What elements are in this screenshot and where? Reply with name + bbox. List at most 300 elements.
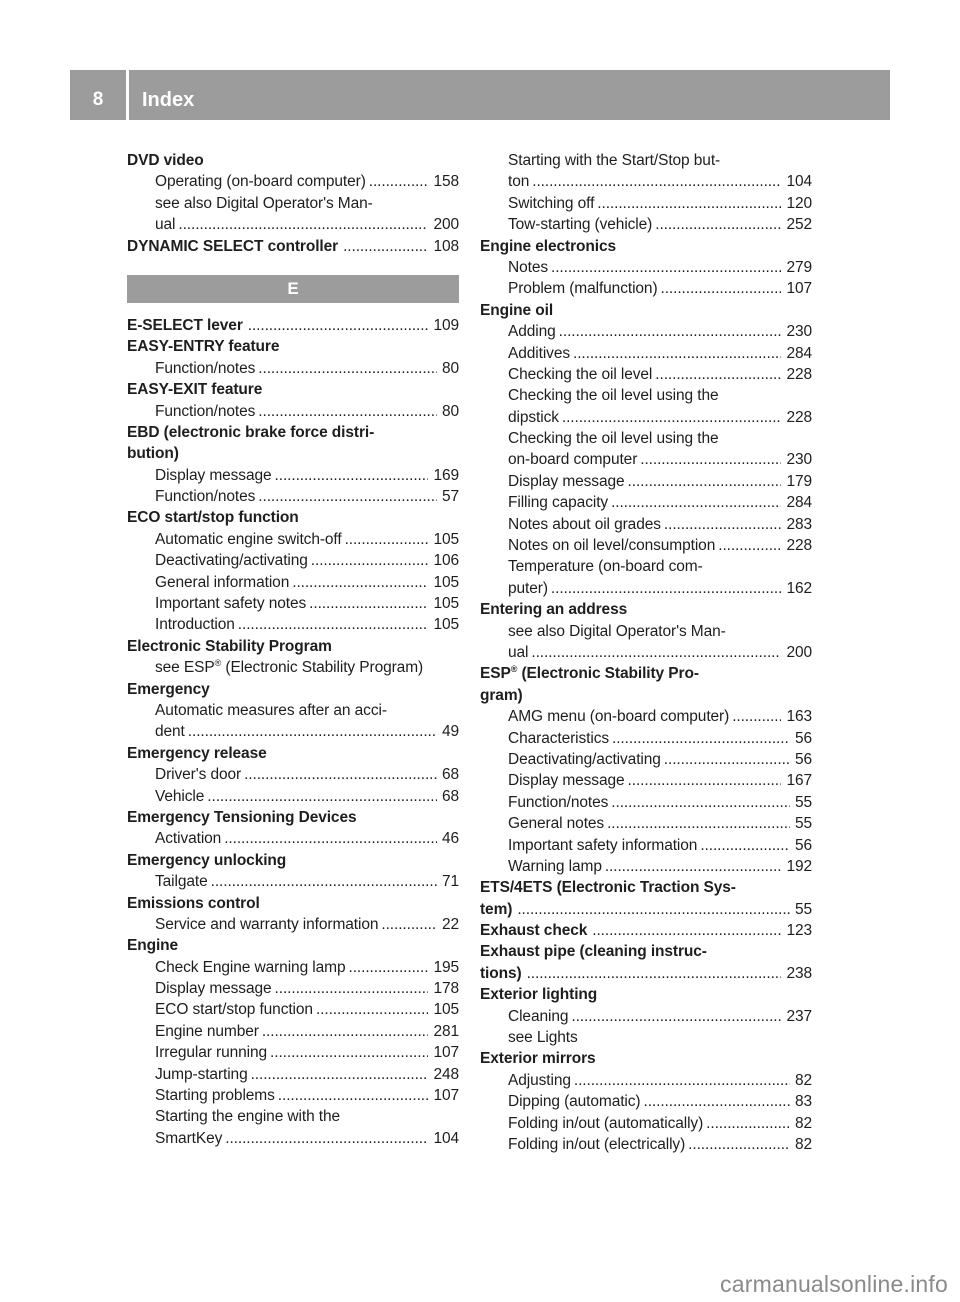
index-subentry xyxy=(480,792,812,813)
page-reference: 107 xyxy=(433,1044,459,1062)
index-subentry xyxy=(127,593,459,614)
page-reference: 82 xyxy=(794,1135,812,1153)
entry-text: Emergency xyxy=(127,680,210,698)
index-heading xyxy=(127,679,459,700)
index-subentry xyxy=(480,1134,812,1155)
page-reference: 281 xyxy=(433,1022,459,1040)
index-subentry xyxy=(127,486,459,507)
entry-text: Function/notes xyxy=(508,793,609,811)
entry-text: Exterior mirrors xyxy=(480,1050,596,1068)
dot-leader xyxy=(292,572,428,593)
dot-leader xyxy=(178,214,428,235)
index-heading xyxy=(480,920,812,941)
page-reference: 82 xyxy=(794,1071,812,1089)
index-heading xyxy=(127,743,459,764)
entry-text: Automatic engine switch-off xyxy=(155,530,342,548)
page-reference: 57 xyxy=(441,488,459,506)
dot-leader xyxy=(664,514,782,535)
entry-text: Function/notes xyxy=(155,359,256,377)
dot-leader xyxy=(644,1091,790,1112)
index-heading xyxy=(127,379,459,400)
index-heading xyxy=(127,236,459,257)
page-reference: 55 xyxy=(794,900,812,918)
index-subentry xyxy=(480,621,812,642)
index-heading xyxy=(480,663,812,684)
page-reference: 105 xyxy=(433,616,459,634)
entry-text: Function/notes xyxy=(155,402,256,420)
entry-text: Display message xyxy=(155,980,272,998)
entry-text: AMG menu (on-board computer) xyxy=(508,708,730,726)
entry-text: Temperature (on-board com- xyxy=(508,558,703,576)
index-subentry xyxy=(127,1042,459,1063)
page-reference: 105 xyxy=(433,1001,459,1019)
page-reference: 80 xyxy=(441,402,459,420)
entry-text: puter) xyxy=(508,579,548,597)
dot-leader xyxy=(188,721,437,742)
index-subentry xyxy=(480,449,812,470)
entry-text: Irregular running xyxy=(155,1044,268,1062)
page-reference: 228 xyxy=(786,537,812,555)
dot-leader xyxy=(605,856,782,877)
index-subentry xyxy=(127,871,459,892)
page-reference: 56 xyxy=(794,836,812,854)
page-reference: 106 xyxy=(433,552,459,570)
entry-text: Vehicle xyxy=(155,787,205,805)
page-reference: 83 xyxy=(794,1093,812,1111)
entry-text: EASY-EXIT feature xyxy=(127,381,263,399)
entry-text: dent xyxy=(155,723,185,741)
entry-text: Display message xyxy=(508,472,625,490)
dot-leader xyxy=(316,999,428,1020)
page-header xyxy=(70,70,890,120)
entry-text: ton xyxy=(508,173,530,191)
entry-text: Adding xyxy=(508,323,556,341)
dot-leader xyxy=(258,358,437,379)
page-reference: 120 xyxy=(786,194,812,212)
dot-leader xyxy=(640,449,781,470)
entry-text: Operating (on-board computer) xyxy=(155,173,366,191)
dot-leader xyxy=(311,550,429,571)
index-heading xyxy=(127,807,459,828)
entry-text: dipstick xyxy=(508,408,559,426)
dot-leader xyxy=(573,343,781,364)
index-subentry xyxy=(480,1070,812,1091)
dot-leader xyxy=(661,278,782,299)
entry-text: EBD (electronic brake force distri- xyxy=(127,423,375,441)
entry-text: Activation xyxy=(155,830,222,848)
index-subentry xyxy=(127,1085,459,1106)
page-reference: 228 xyxy=(786,365,812,383)
index-subentry xyxy=(480,813,812,834)
dot-leader xyxy=(343,236,428,257)
page-reference: 192 xyxy=(786,857,812,875)
index-subentry xyxy=(480,642,812,663)
index-subentry xyxy=(127,614,459,635)
entry-text: Jump-starting xyxy=(155,1065,248,1083)
entry-text: gram) xyxy=(480,686,523,704)
entry-text: Service and warranty information xyxy=(155,915,379,933)
index-heading xyxy=(480,877,812,898)
index-subentry xyxy=(127,1106,459,1127)
index-subentry xyxy=(480,492,812,513)
dot-leader xyxy=(664,749,790,770)
page-reference: 178 xyxy=(433,980,459,998)
index-subentry xyxy=(480,835,812,856)
dot-leader xyxy=(517,899,790,920)
entry-text: Engine electronics xyxy=(480,237,617,255)
index-column-left xyxy=(127,150,459,1149)
dot-leader xyxy=(270,1042,428,1063)
entry-text: bution) xyxy=(127,445,179,463)
index-subentry xyxy=(127,193,459,214)
index-subentry xyxy=(127,657,459,678)
index-subentry xyxy=(480,578,812,599)
page-reference: 200 xyxy=(433,216,459,234)
dot-leader xyxy=(706,1113,790,1134)
entry-text: Display message xyxy=(155,466,272,484)
entry-text: Starting with the Start/Stop but- xyxy=(508,152,721,169)
entry-text: Engine oil xyxy=(480,301,554,319)
entry-text: on-board computer xyxy=(508,451,638,469)
index-subentry xyxy=(480,1027,812,1048)
entry-text: Emergency unlocking xyxy=(127,851,287,869)
index-subentry xyxy=(480,706,812,727)
dot-leader xyxy=(562,407,782,428)
entry-text: Starting the engine with the xyxy=(155,1108,341,1126)
page-reference: 108 xyxy=(433,237,459,255)
entry-text: ECO start/stop function xyxy=(155,1001,313,1019)
dot-leader xyxy=(612,728,790,749)
entry-text: see also Digital Operator's Man- xyxy=(155,194,373,212)
index-subentry xyxy=(480,321,812,342)
dot-leader xyxy=(251,1064,429,1085)
page-reference: 105 xyxy=(433,573,459,591)
index-subentry xyxy=(480,428,812,449)
index-heading xyxy=(127,850,459,871)
entry-text: Emergency Tensioning Devices xyxy=(127,808,357,826)
index-subentry xyxy=(480,535,812,556)
index-heading xyxy=(480,685,812,706)
dot-leader xyxy=(345,529,429,550)
index-subentry xyxy=(480,1091,812,1112)
dot-leader xyxy=(531,642,781,663)
entry-text: Check Engine warning lamp xyxy=(155,958,346,976)
index-subentry xyxy=(127,957,459,978)
entry-text: Problem (malfunction) xyxy=(508,280,658,298)
entry-text: Checking the oil level xyxy=(508,365,653,383)
entry-text: Tow-starting (vehicle) xyxy=(508,216,653,234)
page-reference: 56 xyxy=(794,729,812,747)
page-reference: 228 xyxy=(786,408,812,426)
index-subentry xyxy=(127,1021,459,1042)
page-reference: 238 xyxy=(786,964,812,982)
index-subentry xyxy=(480,1113,812,1134)
entry-text: Electronic Stability Program xyxy=(127,637,332,655)
index-subentry xyxy=(127,786,459,807)
index-subentry xyxy=(480,770,812,791)
page-reference: 71 xyxy=(441,873,459,891)
dot-leader xyxy=(628,770,782,791)
entry-text: see Lights xyxy=(508,1029,578,1047)
entry-text: Folding in/out (automatically) xyxy=(508,1114,704,1132)
entry-text: Function/notes xyxy=(155,488,256,506)
index-heading xyxy=(127,315,459,336)
entry-text: Characteristics xyxy=(508,729,609,747)
index-subentry xyxy=(127,214,459,235)
dot-leader xyxy=(574,1070,790,1091)
page-reference: 55 xyxy=(794,815,812,833)
dot-leader xyxy=(551,578,782,599)
index-subentry xyxy=(127,721,459,742)
page-reference: 230 xyxy=(786,323,812,341)
section-title: Index xyxy=(142,89,195,111)
dot-leader xyxy=(349,957,429,978)
index-subentry xyxy=(127,914,459,935)
page-reference: 46 xyxy=(441,830,459,848)
page-reference: 104 xyxy=(786,173,812,191)
dot-leader xyxy=(275,465,429,486)
index-column-right xyxy=(480,150,812,1155)
page-reference: 158 xyxy=(433,173,459,191)
dot-leader xyxy=(611,492,781,513)
dot-leader xyxy=(655,364,781,385)
entry-text: General information xyxy=(155,573,290,591)
entry-text: Display message xyxy=(508,772,625,790)
entry-text: Starting problems xyxy=(155,1087,275,1105)
index-subentry xyxy=(127,828,459,849)
entry-text: Emergency release xyxy=(127,744,267,762)
index-heading xyxy=(127,893,459,914)
dot-leader xyxy=(207,786,437,807)
entry-text: Engine number xyxy=(155,1022,259,1040)
entry-text: Exhaust pipe (cleaning instruc- xyxy=(480,943,707,961)
index-subentry xyxy=(480,728,812,749)
index-subentry xyxy=(480,856,812,877)
dot-leader xyxy=(718,535,781,556)
entry-text: Dipping (automatic) xyxy=(508,1093,641,1111)
dot-leader xyxy=(655,214,781,235)
dot-leader xyxy=(688,1134,790,1155)
entry-text: tem) xyxy=(480,900,513,918)
index-heading xyxy=(127,336,459,357)
entry-text: Important safety notes xyxy=(155,595,307,613)
index-subentry xyxy=(480,150,812,171)
entry-text: Switching off xyxy=(508,194,595,212)
dot-leader xyxy=(527,963,782,984)
page-reference: 284 xyxy=(786,494,812,512)
dot-leader xyxy=(381,914,437,935)
entry-text: Filling capacity xyxy=(508,494,609,512)
watermark: carmanualsonline.info xyxy=(720,1271,948,1297)
entry-text: Additives xyxy=(508,344,570,362)
index-subentry xyxy=(480,1006,812,1027)
index-subentry xyxy=(127,529,459,550)
index-subentry xyxy=(127,999,459,1020)
index-heading xyxy=(480,300,812,321)
page-reference: 200 xyxy=(786,643,812,661)
index-subentry xyxy=(480,471,812,492)
dot-leader xyxy=(611,792,790,813)
dot-leader xyxy=(597,193,781,214)
page-reference: 82 xyxy=(794,1114,812,1132)
page-reference: 167 xyxy=(786,772,812,790)
page-reference: 55 xyxy=(794,793,812,811)
entry-text: Exhaust check xyxy=(480,922,588,940)
entry-text: ual xyxy=(508,643,529,661)
dot-leader xyxy=(700,835,790,856)
index-heading xyxy=(480,984,812,1005)
index-heading xyxy=(127,636,459,657)
entry-text: Folding in/out (electrically) xyxy=(508,1135,686,1153)
dot-leader xyxy=(369,171,429,192)
dot-leader xyxy=(258,486,437,507)
index-subentry xyxy=(127,700,459,721)
entry-text: Notes xyxy=(508,258,548,276)
index-subentry xyxy=(127,572,459,593)
entry-text: Deactivating/activating xyxy=(508,750,661,768)
index-heading xyxy=(480,941,812,962)
page-reference: 179 xyxy=(786,472,812,490)
index-subentry xyxy=(480,407,812,428)
page-reference: 107 xyxy=(433,1087,459,1105)
entry-text: DYNAMIC SELECT controller xyxy=(127,237,339,255)
page-reference: 163 xyxy=(786,708,812,726)
dot-leader xyxy=(211,871,437,892)
index-subentry xyxy=(127,550,459,571)
entry-text: Automatic measures after an acci- xyxy=(155,701,387,719)
page-reference: 68 xyxy=(441,766,459,784)
index-subentry xyxy=(480,749,812,770)
dot-leader xyxy=(275,978,429,999)
index-subentry xyxy=(480,257,812,278)
index-subentry xyxy=(127,1128,459,1149)
page-reference: 105 xyxy=(433,530,459,548)
dot-leader xyxy=(532,171,781,192)
page-reference: 56 xyxy=(794,750,812,768)
index-heading xyxy=(127,507,459,528)
index-subentry xyxy=(480,343,812,364)
entry-text: Exterior lighting xyxy=(480,986,598,1004)
dot-leader xyxy=(551,257,781,278)
page-reference: 248 xyxy=(433,1065,459,1083)
entry-text: ESP® (Electronic Stability Pro- xyxy=(480,664,699,683)
index-subentry xyxy=(127,401,459,422)
entry-text: Warning lamp xyxy=(508,857,602,875)
index-subentry xyxy=(480,514,812,535)
page-reference: 279 xyxy=(786,258,812,276)
page-number: 8 xyxy=(92,89,104,110)
dot-leader xyxy=(732,706,781,727)
index-subentry xyxy=(480,214,812,235)
index-subentry xyxy=(480,385,812,406)
index-subentry xyxy=(480,278,812,299)
entry-text: EASY-ENTRY feature xyxy=(127,338,280,356)
dot-leader xyxy=(309,593,428,614)
dot-leader xyxy=(571,1006,781,1027)
entry-text: ETS/4ETS (Electronic Traction Sys- xyxy=(480,879,736,897)
dot-leader xyxy=(278,1085,429,1106)
page-reference: 104 xyxy=(433,1129,459,1147)
index-subentry xyxy=(127,465,459,486)
index-heading xyxy=(127,935,459,956)
entry-text: see also Digital Operator's Man- xyxy=(508,622,726,640)
entry-text: SmartKey xyxy=(155,1129,223,1147)
page-reference: 283 xyxy=(786,515,812,533)
page-reference: 230 xyxy=(786,451,812,469)
index-heading xyxy=(480,963,812,984)
page-reference: 80 xyxy=(441,359,459,377)
dot-leader xyxy=(248,315,429,336)
entry-text: tions) xyxy=(480,964,522,982)
page-reference: 68 xyxy=(441,787,459,805)
index-subentry xyxy=(480,193,812,214)
page-reference: 49 xyxy=(441,723,459,741)
index-subentry xyxy=(127,764,459,785)
index-subentry xyxy=(127,171,459,192)
index-heading xyxy=(127,443,459,464)
index-subentry xyxy=(480,171,812,192)
dot-leader xyxy=(225,1128,428,1149)
index-heading xyxy=(127,422,459,443)
header-divider xyxy=(126,70,129,120)
entry-text: Entering an address xyxy=(480,601,628,619)
entry-text: Adjusting xyxy=(508,1071,571,1089)
page-reference: 105 xyxy=(433,595,459,613)
entry-text: Cleaning xyxy=(508,1007,569,1025)
page-reference: 22 xyxy=(441,915,459,933)
index-heading xyxy=(480,899,812,920)
dot-leader xyxy=(607,813,790,834)
page-reference: 107 xyxy=(786,280,812,298)
index-heading xyxy=(480,599,812,620)
entry-text: Deactivating/activating xyxy=(155,552,308,570)
page-reference: 162 xyxy=(786,579,812,597)
dot-leader xyxy=(628,471,782,492)
page-reference: 123 xyxy=(786,922,812,940)
index-subentry xyxy=(127,978,459,999)
index-heading xyxy=(480,1048,812,1069)
dot-leader xyxy=(224,828,437,849)
index-heading xyxy=(480,236,812,257)
dot-leader xyxy=(262,1021,429,1042)
index-heading xyxy=(127,150,459,171)
entry-text: Tailgate xyxy=(155,873,208,891)
section-letter-bar: E xyxy=(127,275,459,303)
index-subentry xyxy=(480,364,812,385)
entry-text: E-SELECT lever xyxy=(127,316,243,334)
dot-leader xyxy=(244,764,437,785)
entry-text: General notes xyxy=(508,815,605,833)
index-subentry xyxy=(127,1064,459,1085)
entry-text: DVD video xyxy=(127,152,204,169)
page-reference: 109 xyxy=(433,316,459,334)
dot-leader xyxy=(238,614,429,635)
index-subentry xyxy=(127,358,459,379)
page-reference: 284 xyxy=(786,344,812,362)
entry-text: Notes on oil level/consumption xyxy=(508,537,716,555)
entry-text: Emissions control xyxy=(127,894,260,912)
entry-text: Driver's door xyxy=(155,766,242,784)
page-reference: 237 xyxy=(786,1007,812,1025)
page-reference: 169 xyxy=(433,466,459,484)
entry-text: see ESP® (Electronic Stability Program) xyxy=(155,658,424,677)
page-reference: 252 xyxy=(786,216,812,234)
entry-text: ual xyxy=(155,216,176,234)
entry-text: Engine xyxy=(127,937,179,955)
index-subentry xyxy=(480,556,812,577)
page-reference: 195 xyxy=(433,958,459,976)
dot-leader xyxy=(592,920,781,941)
